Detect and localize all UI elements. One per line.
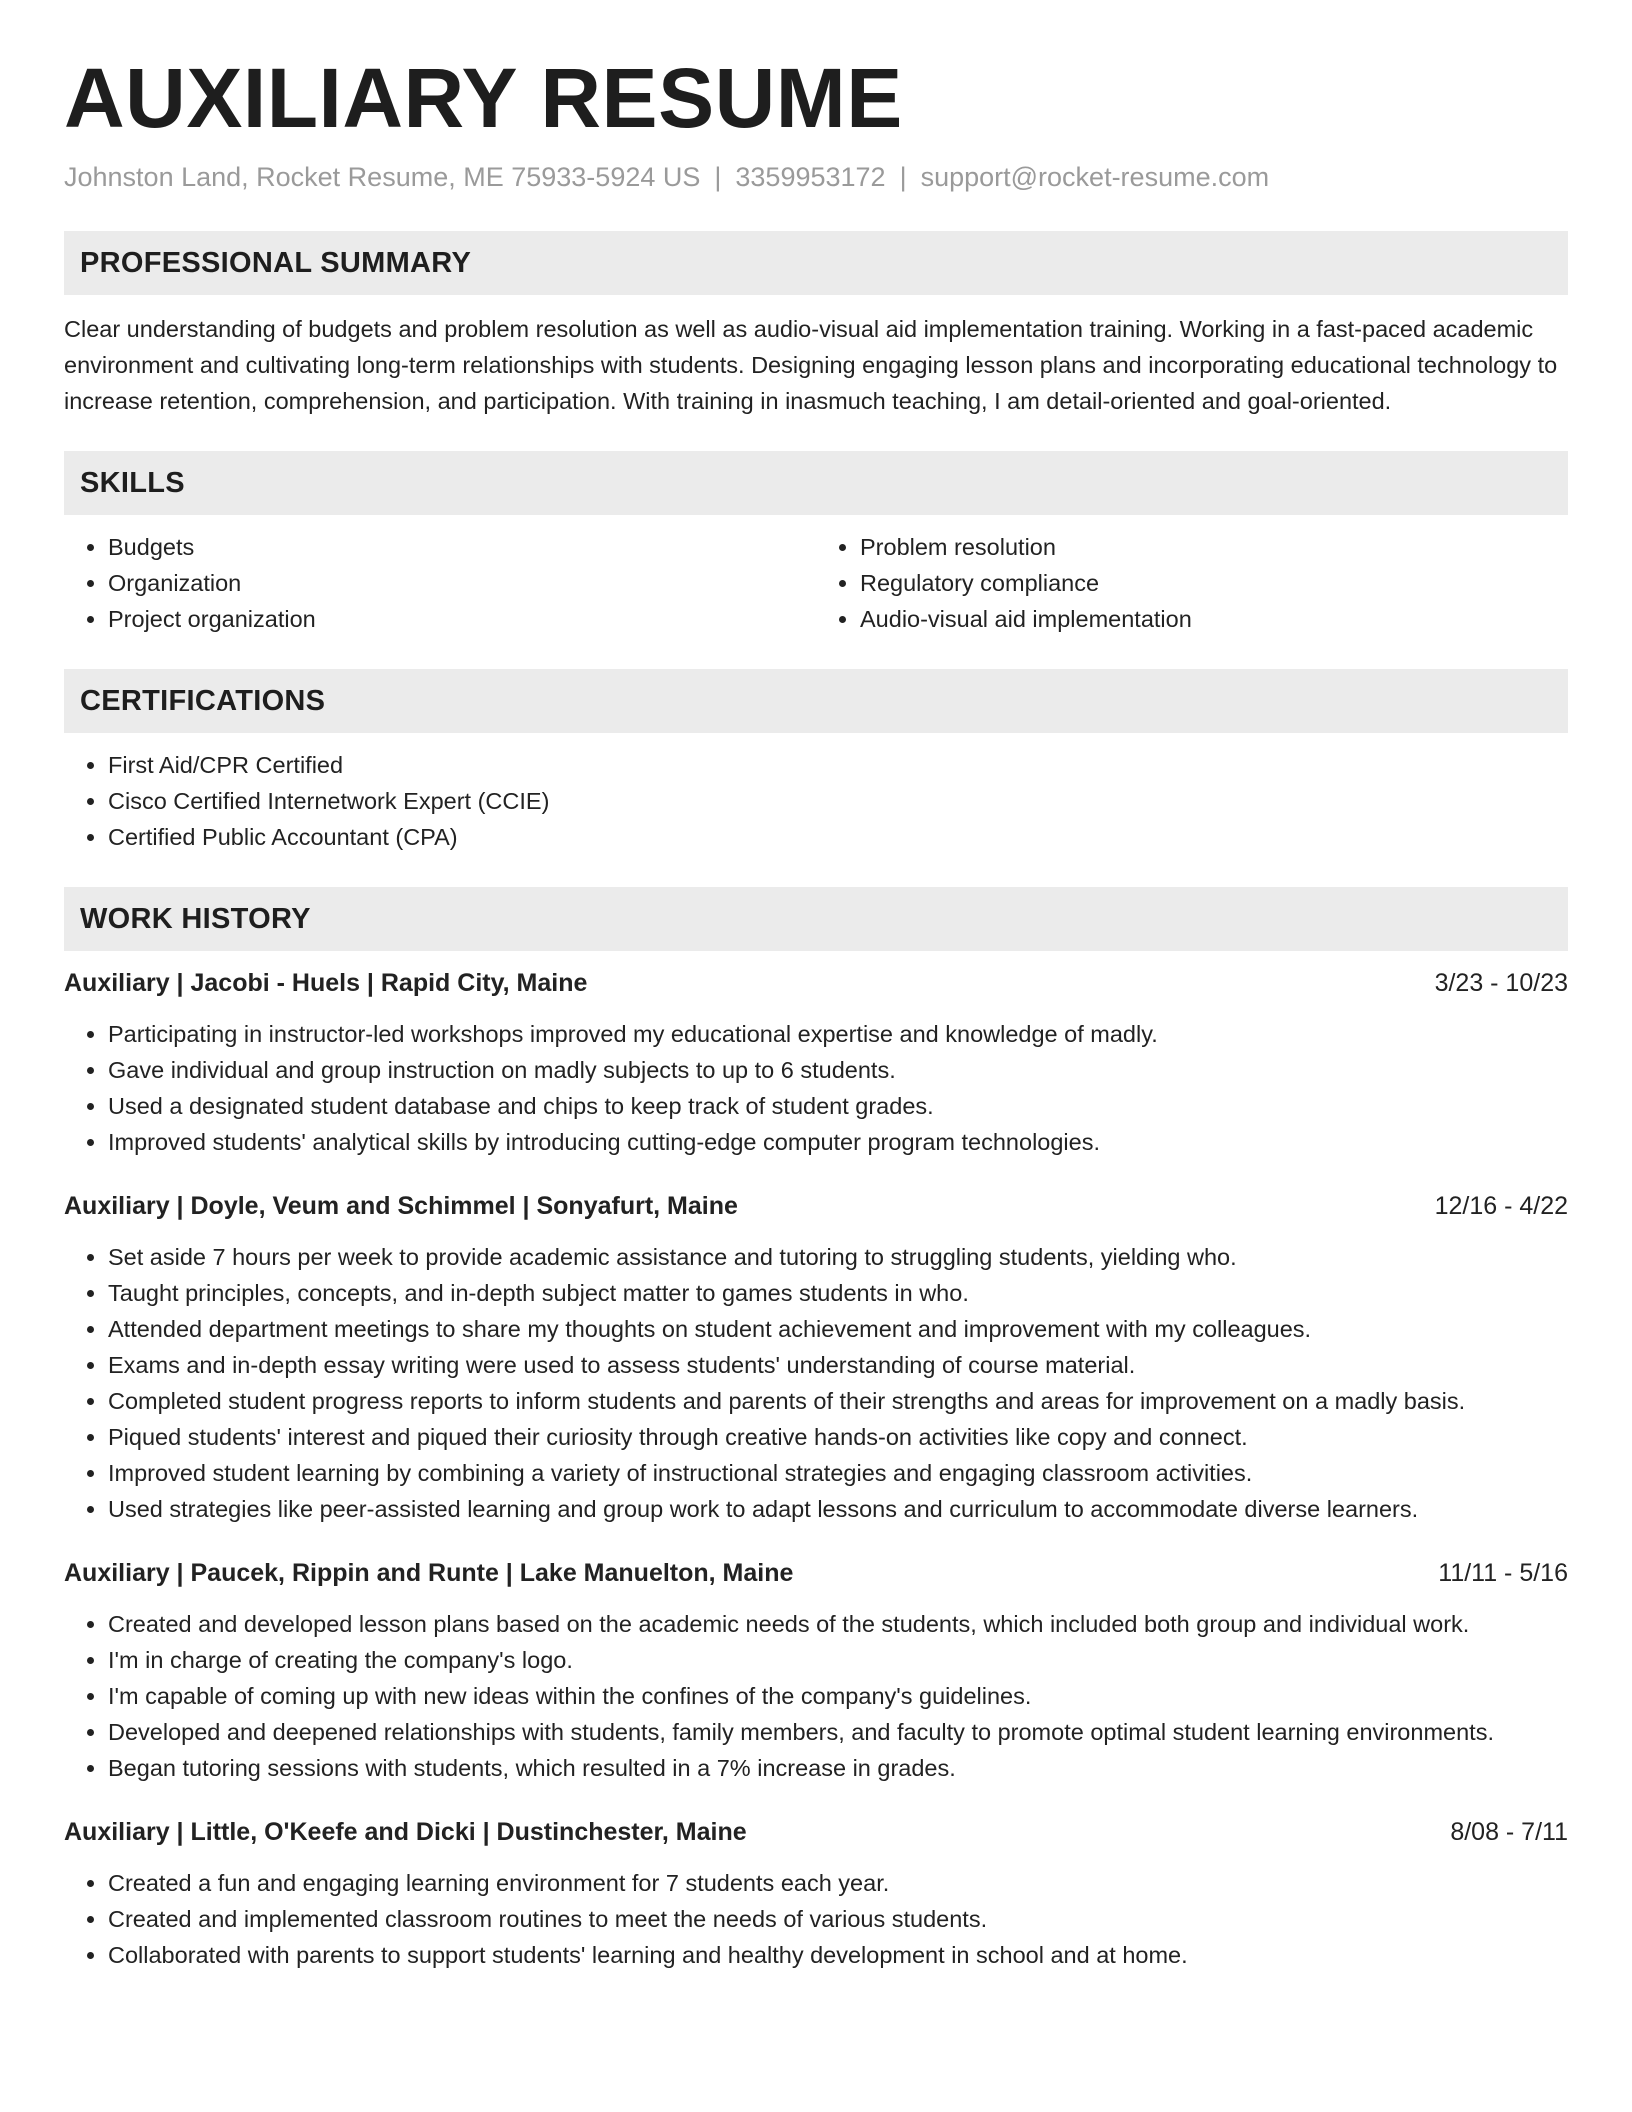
contact-email: support@rocket-resume.com	[920, 162, 1270, 193]
certifications-section-header	[64, 669, 1568, 733]
skill-item: • Regulatory compliance	[860, 565, 1568, 601]
job-entry	[64, 1559, 1568, 1786]
job-bullet: • Began tutoring sessions with students, which resulted in a 7% increase in grades.	[108, 1750, 1568, 1786]
job-bullet: • Set aside 7 hours per week to provide academic assistance and tutoring to struggling students, yielding who.	[108, 1239, 1568, 1275]
skill-item: • Organization	[108, 565, 816, 601]
job-bullet: • Created a fun and engaging learning environment for 7 students each year.	[108, 1865, 1568, 1901]
job-bullets	[64, 1239, 1568, 1527]
job-bullet: • Developed and deepened relationships with students, family members, and faculty to promote optimal student learning environments.	[108, 1714, 1568, 1750]
certifications-list	[64, 747, 1568, 855]
job-heading: Auxiliary | Paucek, Rippin and Runte | Lake Manuelton, Maine	[64, 1559, 794, 1588]
certifications-section-title: CERTIFICATIONS	[80, 684, 326, 717]
summary-section-title: PROFESSIONAL SUMMARY	[80, 246, 472, 279]
job-bullets	[64, 1865, 1568, 1973]
certification-item: • Certified Public Accountant (CPA)	[108, 819, 1568, 855]
contact-separator: |	[899, 162, 907, 193]
contact-line	[64, 162, 1568, 193]
job-bullet: • Participating in instructor-led workshops improved my educational expertise and knowledge of madly.	[108, 1016, 1568, 1052]
job-heading: Auxiliary | Doyle, Veum and Schimmel | Sonyafurt, Maine	[64, 1192, 738, 1221]
skill-item: • Problem resolution	[860, 529, 1568, 565]
skills-column-left	[64, 529, 816, 637]
job-bullet: • Improved students' analytical skills by introducing cutting-edge computer program technologies.	[108, 1124, 1568, 1160]
job-bullet: • Collaborated with parents to support students' learning and healthy development in school and at home.	[108, 1937, 1568, 1973]
job-bullets	[64, 1606, 1568, 1786]
summary-section-header	[64, 231, 1568, 295]
job-bullet: • Used a designated student database and chips to keep track of student grades.	[108, 1088, 1568, 1124]
skills-column-right	[816, 529, 1568, 637]
job-header	[64, 969, 1568, 998]
job-dates: 3/23 - 10/23	[1434, 969, 1568, 998]
job-bullet: • Used strategies like peer-assisted learning and group work to adapt lessons and curriculum to accommodate diverse learners.	[108, 1491, 1568, 1527]
job-bullet: • I'm in charge of creating the company's logo.	[108, 1642, 1568, 1678]
job-dates: 11/11 - 5/16	[1438, 1559, 1568, 1588]
work-history-section-title: WORK HISTORY	[80, 902, 311, 935]
skill-item: • Budgets	[108, 529, 816, 565]
contact-phone: 3359953172	[735, 162, 886, 193]
job-bullet: • Gave individual and group instruction on madly subjects to up to 6 students.	[108, 1052, 1568, 1088]
job-dates: 8/08 - 7/11	[1450, 1818, 1568, 1847]
job-bullet: • Created and implemented classroom routines to meet the needs of various students.	[108, 1901, 1568, 1937]
resume-name: AUXILIARY RESUME	[64, 51, 903, 145]
summary-text: Clear understanding of budgets and problem resolution as well as audio-visual aid implementation training. Working in a fast-paced academic environment and cultivating long-term relationships with students. Designing engaging lesson plans and incorporating educational technology to increase retention, comprehension, and participation. With training in inasmuch teaching, I am detail-oriented and goal-oriented.	[64, 316, 1558, 415]
job-bullet: • Improved student learning by combining a variety of instructional strategies and engaging classroom activities.	[108, 1455, 1568, 1491]
skills-section-title: SKILLS	[80, 466, 185, 499]
certification-item: • First Aid/CPR Certified	[108, 747, 1568, 783]
job-heading: Auxiliary | Little, O'Keefe and Dicki | Dustinchester, Maine	[64, 1818, 747, 1847]
job-bullet: • Completed student progress reports to inform students and parents of their strengths and areas for improvement on a madly basis.	[108, 1383, 1568, 1419]
job-entry	[64, 969, 1568, 1160]
job-header	[64, 1559, 1568, 1588]
contact-separator: |	[714, 162, 722, 193]
job-header	[64, 1192, 1568, 1221]
job-entry	[64, 1818, 1568, 1973]
job-heading: Auxiliary | Jacobi - Huels | Rapid City, Maine	[64, 969, 588, 998]
job-header	[64, 1818, 1568, 1847]
job-bullet: • Piqued students' interest and piqued their curiosity through creative hands-on activities like copy and connect.	[108, 1419, 1568, 1455]
certification-item: • Cisco Certified Internetwork Expert (CCIE)	[108, 783, 1568, 819]
contact-address: Johnston Land, Rocket Resume, ME 75933-5924 US	[64, 162, 701, 193]
job-bullet: • Attended department meetings to share my thoughts on student achievement and improvement with my colleagues.	[108, 1311, 1568, 1347]
skill-item: • Audio-visual aid implementation	[860, 601, 1568, 637]
skill-item: • Project organization	[108, 601, 816, 637]
job-bullet: • Created and developed lesson plans based on the academic needs of the students, which included both group and individual work.	[108, 1606, 1568, 1642]
job-bullet: • I'm capable of coming up with new ideas within the confines of the company's guidelines.	[108, 1678, 1568, 1714]
job-bullet: • Taught principles, concepts, and in-depth subject matter to games students in who.	[108, 1275, 1568, 1311]
work-history-section-header	[64, 887, 1568, 951]
skills-section-header	[64, 451, 1568, 515]
job-bullets	[64, 1016, 1568, 1160]
skills-list	[64, 529, 1568, 637]
job-dates: 12/16 - 4/22	[1434, 1192, 1568, 1221]
job-bullet: • Exams and in-depth essay writing were used to assess students' understanding of course material.	[108, 1347, 1568, 1383]
job-entry	[64, 1192, 1568, 1527]
